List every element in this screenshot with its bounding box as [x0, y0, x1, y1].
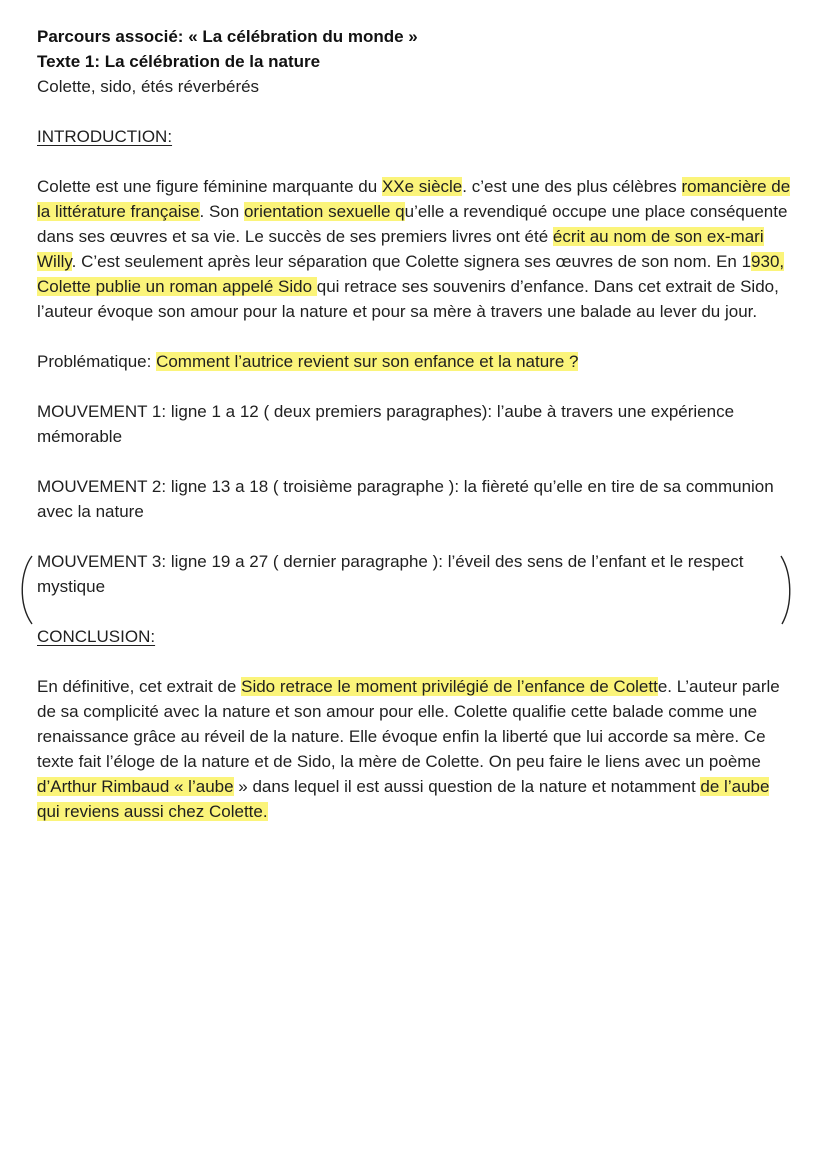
paragraph-text: . c’est une des plus célèbres: [462, 177, 682, 196]
paragraph-text: qui retrace ses souvenirs d’enfance. Dans cet extrait de Sido, l’auteur évoque son amour pour la nature et pour sa mère à travers une balade au lever du jour.: [37, 277, 779, 321]
paragraph-text: Colette est une figure féminine marquante du: [37, 177, 382, 196]
paragraph-text: u’elle a revendiqué occupe une place conséquente dans ses œuvres et sa vie. Le succès de ses premiers livres ont été: [37, 202, 788, 246]
paragraph-text: e. L’auteur parle de sa complicité avec la nature et son amour pour elle. Colette qualifie cette balade comme une renaissance grâce au réveil de la nature. Elle évoque enfin la liberté que lui accorde sa mère. Ce texte fait l’éloge de la nature et de Sido, la mère de Colette. On peu faire le liens avec un poème: [37, 677, 780, 771]
handwritten-left-bracket: [16, 552, 36, 628]
highlighted-text: XXe siècle: [381, 177, 463, 196]
parcours-heading: Parcours associé: « La célébration du monde »: [37, 27, 418, 46]
ouvrage-line: Colette, sido, étés réverbérés: [37, 77, 260, 96]
texte-heading: Texte 1: La célébration de la nature: [37, 52, 321, 71]
conclusion-title: CONCLUSION:: [37, 627, 156, 646]
conclusion-paragraph: [37, 674, 792, 824]
highlighted-text: écrit au nom de son ex-mari Willy: [37, 227, 764, 271]
mouvement-2: MOUVEMENT 2: ligne 13 a 18 ( troisième paragraphe ): la fièreté qu’elle en tire de sa communion avec la nature: [37, 477, 774, 521]
handwritten-right-bracket: [778, 552, 798, 628]
paragraph-text: . Son: [199, 202, 244, 221]
paragraph-text: » dans lequel il est aussi question de la nature et notamment: [233, 777, 701, 796]
highlighted-text: romancière de la littérature française: [37, 177, 791, 221]
introduction-paragraph: [37, 174, 792, 324]
paragraph-text: . C’est seulement après leur séparation que Colette signera ses œuvres de son nom. En 1: [71, 252, 752, 271]
problematique-question: Comment l’autrice revient sur son enfance et la nature ?: [156, 352, 579, 371]
mouvement-3: MOUVEMENT 3: ligne 19 a 27 ( dernier paragraphe ): l’éveil des sens de l’enfant et le respect mystique: [37, 552, 744, 596]
highlighted-text: de l’aube qui reviens aussi chez Colette.: [37, 777, 770, 821]
paragraph-text: En définitive, cet extrait de: [37, 677, 242, 696]
highlighted-text: orientation sexuelle q: [243, 202, 405, 221]
highlighted-text: d’Arthur Rimbaud « l’aube: [37, 777, 234, 796]
introduction-title: INTRODUCTION:: [37, 127, 173, 146]
highlighted-text: 930, Colette publie un roman appelé Sido: [37, 252, 785, 296]
problematique-line: [37, 349, 792, 374]
document-page: [37, 24, 792, 824]
highlighted-text: Sido retrace le moment privilégié de l’enfance de Colett: [241, 677, 658, 696]
mouvement-1: MOUVEMENT 1: ligne 1 a 12 ( deux premiers paragraphes): l’aube à travers une expérience mémorable: [37, 402, 735, 446]
problematique-label: Problématique:: [37, 352, 157, 371]
